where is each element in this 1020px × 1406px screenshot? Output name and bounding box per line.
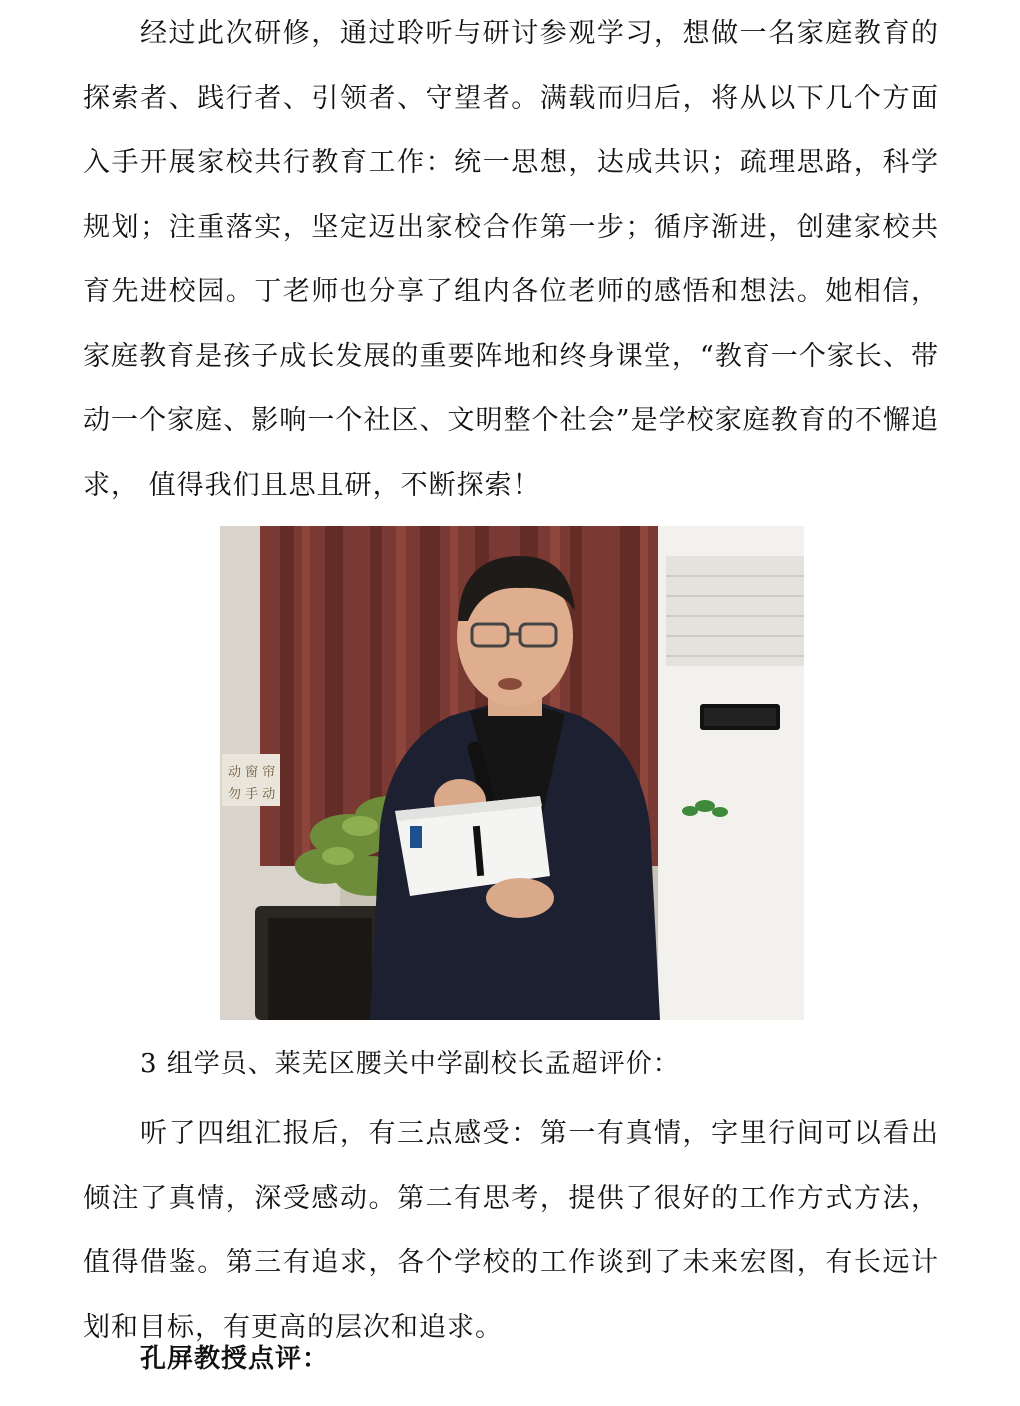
paragraph-evaluation: 听了四组汇报后，有三点感受：第一有真情，字里行间可以看出倾注了真情，深受感动。第二有思考，提供了很好的工作方式方法，值得借鉴。第三有追求，各个学校的工作谈到了未来宏图，有长远计划和目标，有更高的层次和追求。 xyxy=(83,1118,939,1343)
sign-text-line1: 动 窗 帘 xyxy=(228,765,276,780)
paragraph-reflection: 经过此次研修，通过聆听与研讨参观学习，想做一名家庭教育的探索者、践行者、引领者、守望者。满载而归后，将从以下几个方面入手开展家校共行教育工作：统一思想，达成共识；疏理思路，科学规划；注重落实，坚定迈出家校合作第一步；循序渐进，创建家校共育先进校园。丁老师也分享了组内各位老师的感悟和想法。她相信，家庭教育是孩子成长发展的重要阵地和终身课堂，“教育一个家长、带动一个家庭、影响一个社区、文明整个社会”是学校家庭教育的不懈追求， 值得我们且思且研，不断探索！ xyxy=(83,18,939,501)
section-heading-meng-chao: 3 组学员、莱芜区腰关中学副校长孟超评价： xyxy=(140,1049,680,1079)
sign-text-line2: 勿 手 动 xyxy=(228,787,276,802)
speaker-photo xyxy=(220,526,804,1020)
section-heading-kong-ping: 孔屏教授点评： xyxy=(140,1344,330,1374)
